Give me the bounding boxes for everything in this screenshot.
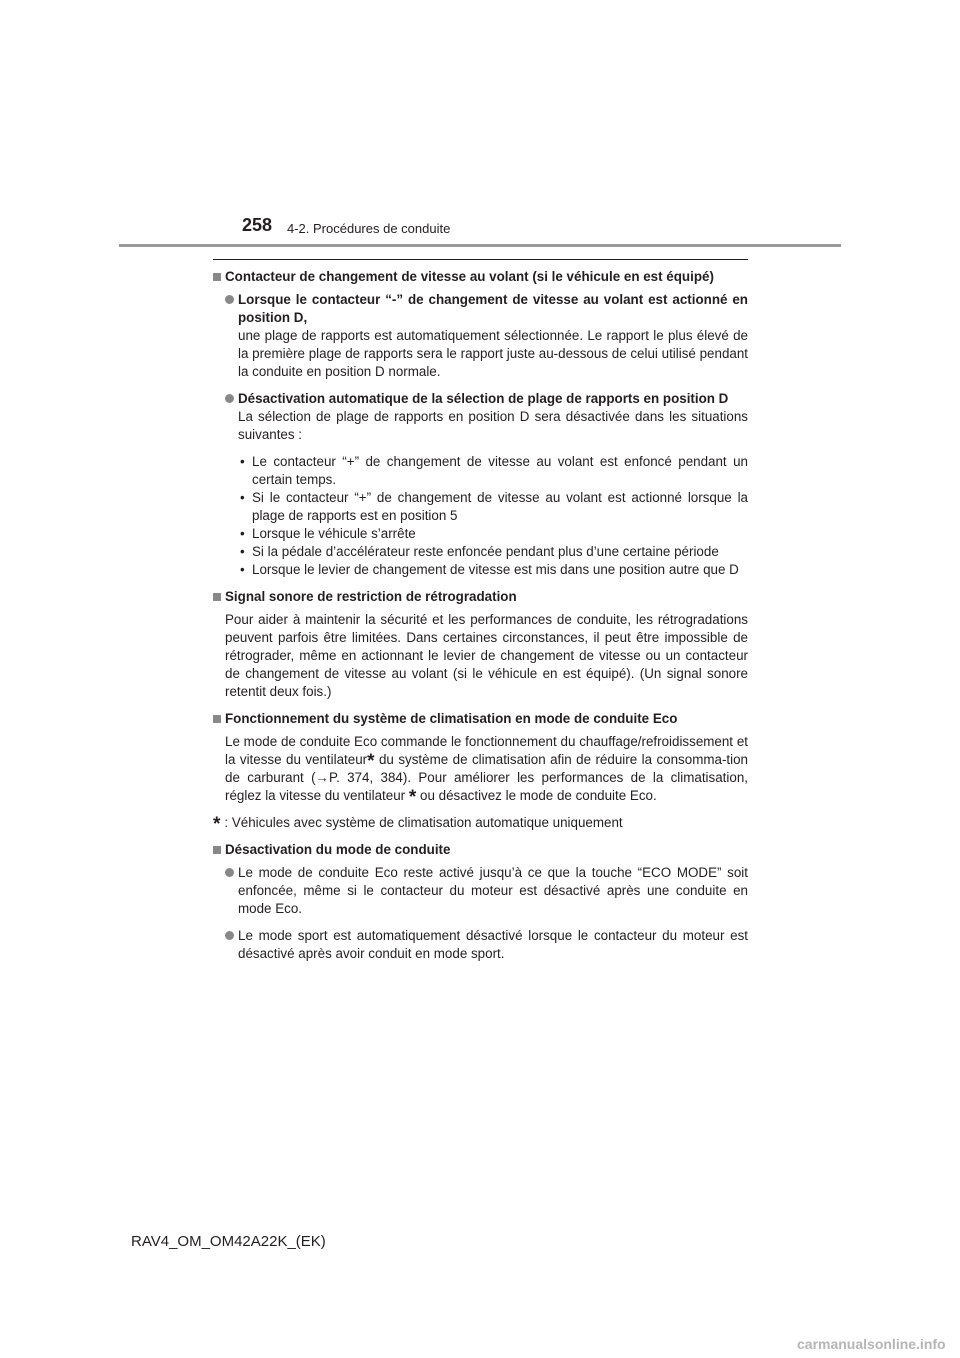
content-divider [213,259,748,260]
sub-item [213,864,748,918]
circle-bullet-icon [225,931,234,940]
section-heading: Désactivation du mode de conduite [213,841,748,859]
square-bullet-icon [213,715,221,723]
list-item: • Le contacteur “+” de changement de vitesse au volant est enfoncé pendant un certain temps. [240,454,748,487]
document-code: RAV4_OM_OM42A22K_(EK) [131,1233,326,1250]
arrow-icon: → [315,770,329,785]
section-heading: Signal sonore de restriction de rétrogradation [213,588,748,606]
list-item: • Lorsque le véhicule s’arrête [240,526,416,541]
sub-item [213,291,748,381]
page-content [213,268,748,972]
sub-item-title: Désactivation automatique de la sélection de plage de rapports en position D [238,391,729,406]
list-item: • Lorsque le levier de changement de vitesse est mis dans une position autre que D [240,562,739,577]
sub-item-title: Lorsque le contacteur “-” de changement de vitesse au volant est actionné en position D, [238,292,748,325]
asterisk-mark: * [367,751,375,772]
list-item: • Si le contacteur “+” de changement de vitesse au volant est actionné lorsque la plage de rapports est en position 5 [240,490,748,523]
page-number: 258 [242,215,273,235]
circle-bullet-icon [225,394,234,403]
sub-item [213,390,748,444]
asterisk-mark: * [213,814,221,835]
section-body: Le mode de conduite Eco commande le fonctionnement du chauffage/refroidissement et la vitesse du ventilateur* du système de climatisation afin de réduire la consomma-tion de carburant (→P. 374, 384). Pour améliorer les performances de la climatisation, réglez la vitesse du ventilateur * ou désactivez le mode de conduite Eco. [225,734,748,808]
square-bullet-icon [213,593,221,601]
sub-item-text: Le mode de conduite Eco reste activé jusqu’à ce que la touche “ECO MODE” soit enfoncée, même si le contacteur du moteur est désactivé après une conduite en mode Eco. [238,865,748,916]
header-divider [119,244,841,247]
sub-item-text: La sélection de plage de rapports en position D sera désactivée dans les situations suivantes : [238,409,748,442]
square-bullet-icon [213,273,221,281]
circle-bullet-icon [225,868,234,877]
square-bullet-icon [213,846,221,854]
sub-item-text: Le mode sport est automatiquement désactivé lorsque le contacteur du moteur est désactivé après avoir conduit en mode sport. [238,928,748,961]
section-heading: Contacteur de changement de vitesse au volant (si le véhicule en est équipé) [213,268,748,286]
section-body: Pour aider à maintenir la sécurité et les performances de conduite, les rétrogradations peuvent parfois être limitées. Dans certaines circonstances, il peut être impossible de rétrograder, même en actionnant le levier de changement de vitesse ou un contacteur de changement de vitesse au volant (si le véhicule en est équipé). (Un signal sonore retentit deux fois.) [225,612,748,699]
sub-item [213,927,748,963]
section-title: 4-2. Procédures de conduite [287,221,451,236]
condition-list [240,453,748,579]
asterisk-mark: * [408,787,417,808]
watermark: carmanualsonline.info [797,1336,946,1352]
footnote: * : Véhicules avec système de climatisation automatique uniquement [213,814,623,835]
list-item: • Si la pédale d’accélérateur reste enfoncée pendant plus d’une certaine période [240,544,719,559]
circle-bullet-icon [225,295,234,304]
sub-item-text: une plage de rapports est automatiquement sélectionnée. Le rapport le plus élevé de la première plage de rapports sera le rapport juste au-dessous de celui utilisé pendant la conduite en position D normale. [238,328,748,379]
section-heading: Fonctionnement du système de climatisation en mode de conduite Eco [213,710,748,728]
